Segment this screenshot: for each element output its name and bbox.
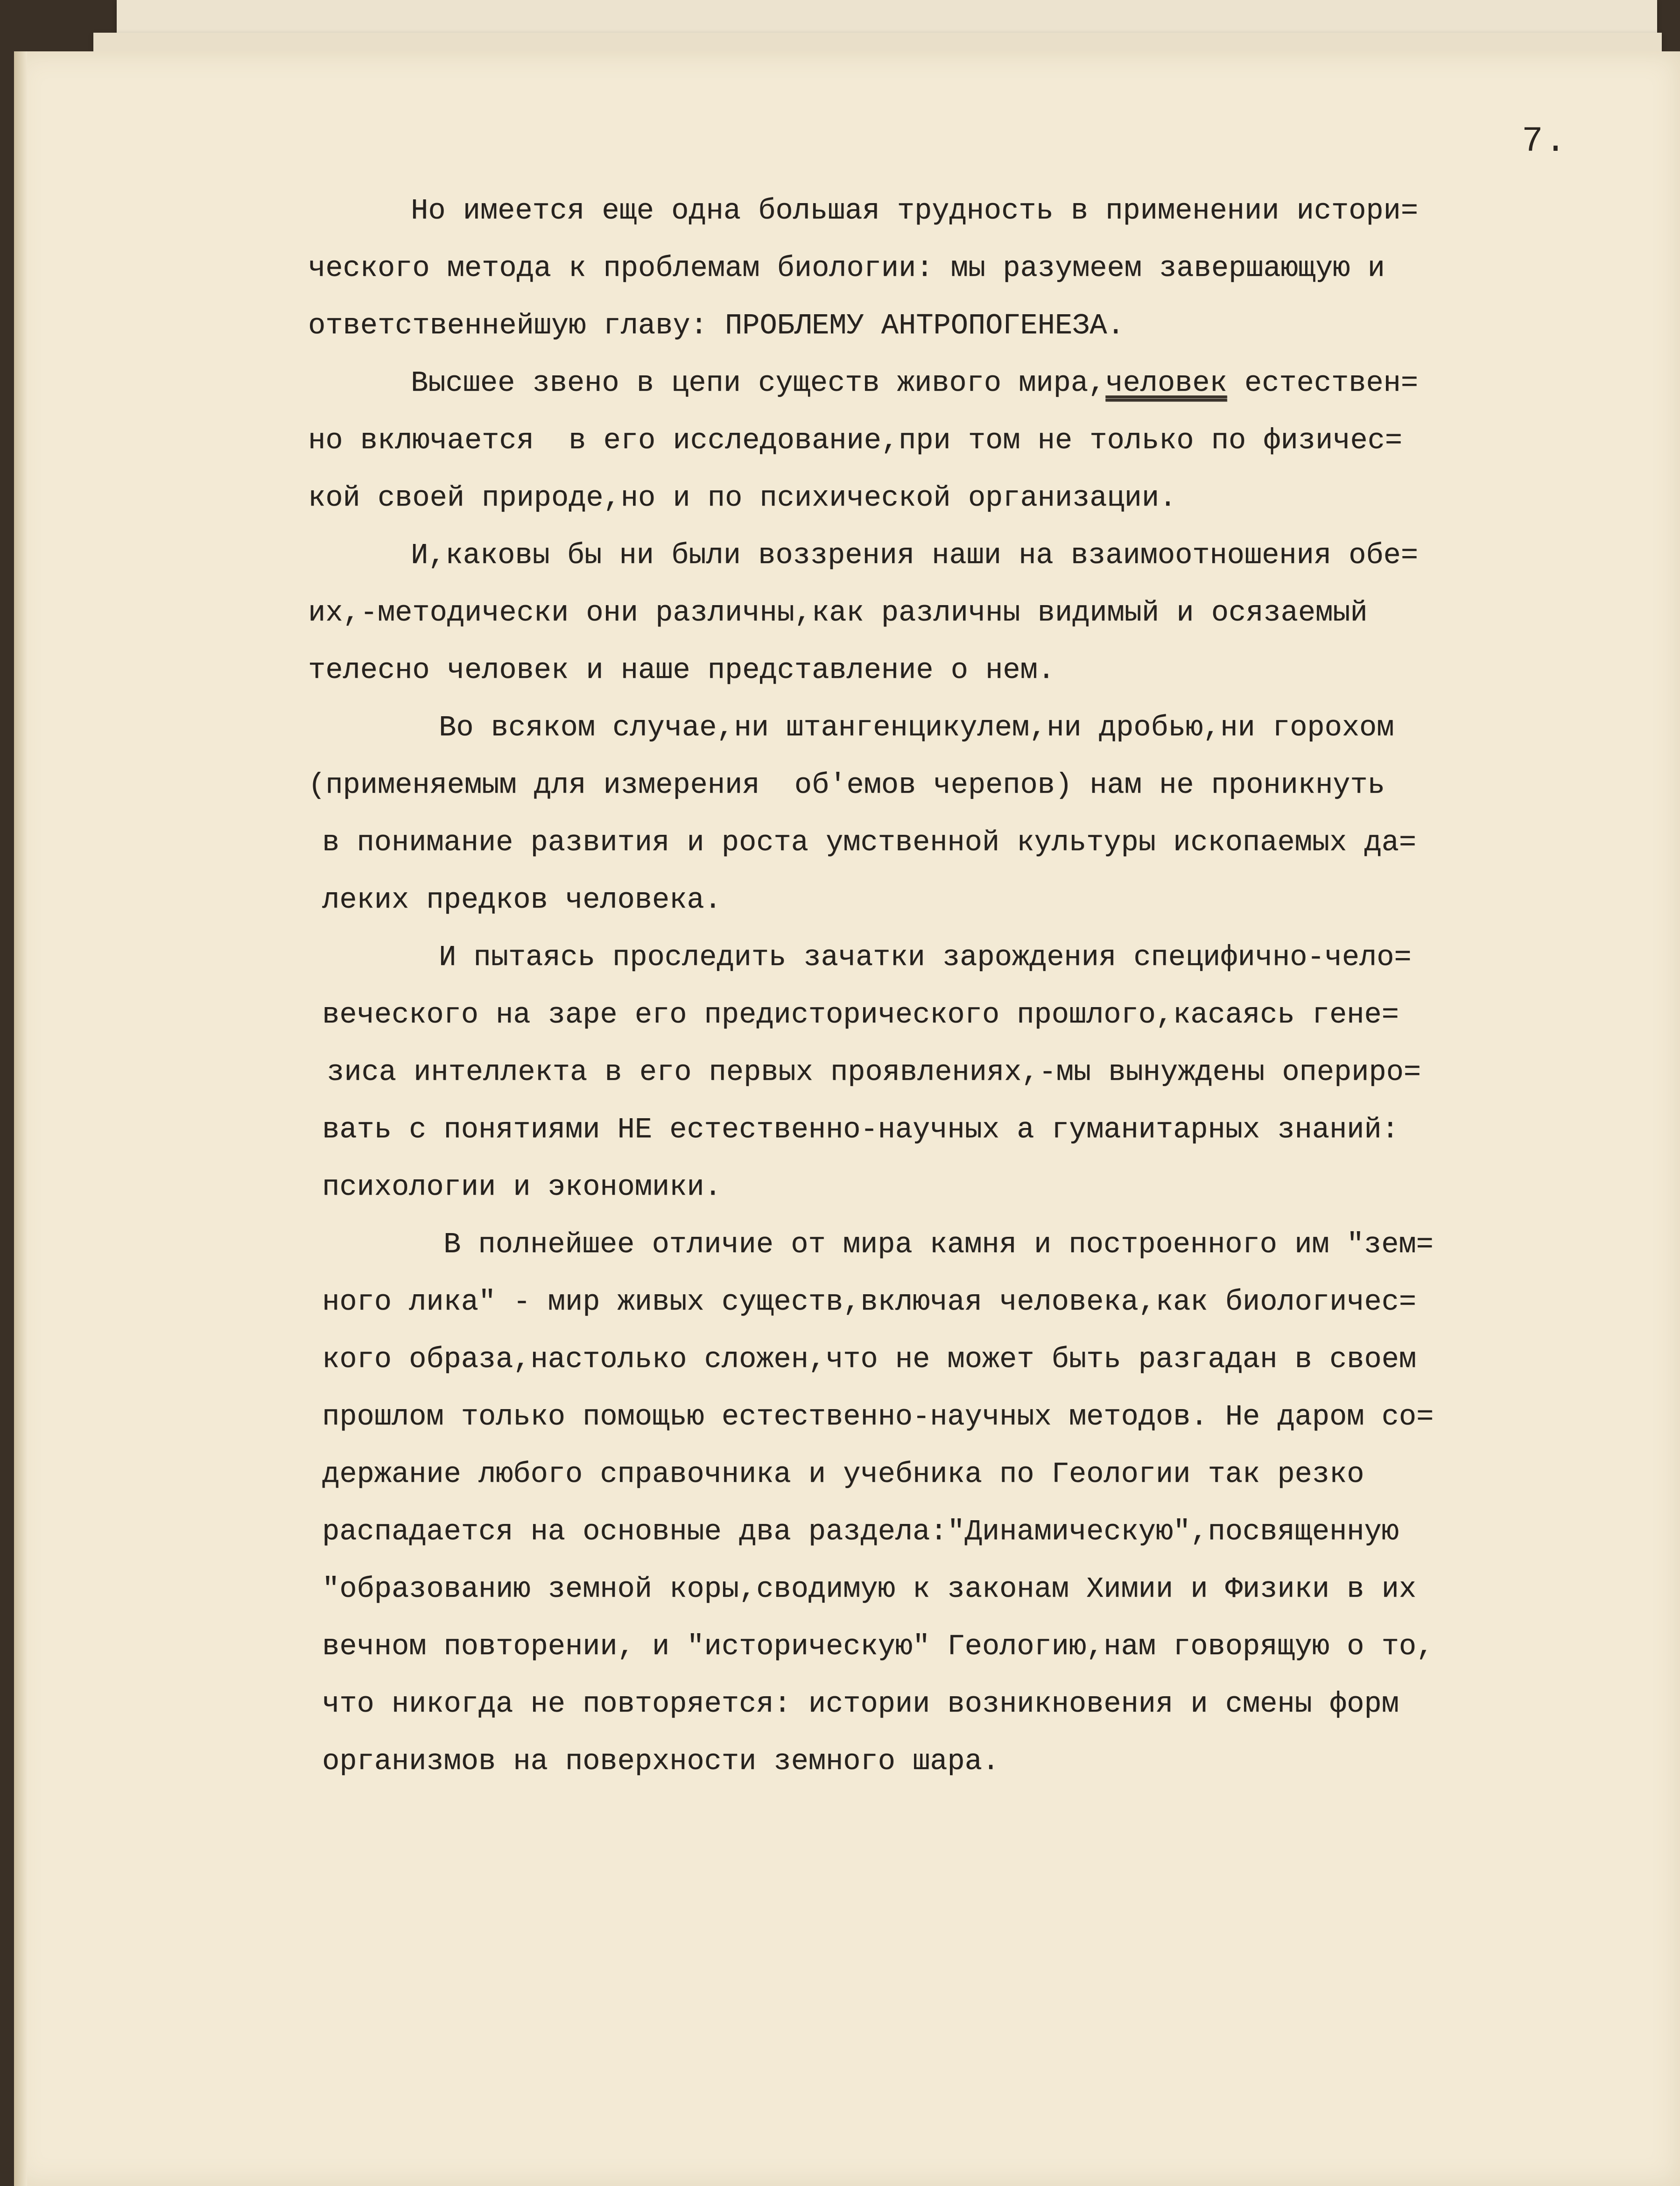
text-line-16: зиса интеллекта в его первых проявлениях,-мы вынуждены опериро= [327,1056,1421,1089]
typewritten-page [14,51,1680,2186]
text-line-23: держание любого справочника и учебника по Геологии так резко [322,1458,1364,1491]
text-line-20: ного лика" - мир живых существ,включая человека,как биологичес= [322,1285,1416,1319]
text-line-9: телесно человек и наше представление о нем. [308,654,1055,687]
text-line-8: их,-методически они различны,как различны видимый и осязаемый [308,596,1368,629]
text-line-21: кого образа,настолько сложен,что не может быть разгадан в своем [322,1343,1416,1376]
underlined-word: человек [1105,367,1227,400]
text-line-4 [308,354,1634,412]
text-line-22: прошлом только помощью естественно-научных методов. Не даром со= [322,1400,1434,1433]
body-text [308,182,1634,1790]
text-line-10: Во всяком случае,ни штангенцикулем,ни дробью,ни горохом [439,711,1394,744]
text-line-28: организмов на поверхности земного шара. [322,1745,1000,1778]
text-line-2: ческого метода к проблемам биологии: мы разумеем завершающую и [308,252,1385,285]
text-line-27: что никогда не повторяется: истории возникновения и смены форм [322,1687,1399,1721]
text-line-4-end: естествен= [1227,367,1418,400]
text-line-19: В полнейшее отличие от мира камня и построенного им "зем= [443,1228,1434,1261]
page-edge [14,51,27,2186]
text-line-5: но включается в его исследование,при том не только по физичес= [308,424,1402,457]
text-line-17: вать с понятиями НЕ естественно-научных а гуманитарных знаний: [322,1113,1399,1146]
text-line-15: веческого на заре его предисторического прошлого,касаясь гене= [322,998,1399,1031]
text-line-18: психологии и экономики. [322,1171,722,1204]
text-line-13: леких предков человека. [322,883,722,917]
text-line-26: вечном повторении, и "историческую" Геологию,нам говорящую о то, [322,1630,1434,1663]
text-line-4-start: Высшее звено в цепи существ живого мира, [411,367,1106,400]
page-number: 7. [1522,121,1568,162]
text-line-11: (применяемым для измерения об'емов черепов) нам не проникнуть [308,769,1385,802]
text-line-25: "образованию земной коры,сводимую к законам Химии и Физики в их [322,1573,1416,1606]
text-line-14: И пытаясь проследить зачатки зарождения специфично-чело= [439,941,1412,974]
text-line-12: в понимание развития и роста умственной культуры ископаемых да= [322,826,1416,859]
text-line-3: ответственнейшую главу: ПРОБЛЕМУ АНТРОПОГЕНЕЗА. [308,309,1125,342]
text-line-1: Но имеется еще одна большая трудность в применении истори= [411,194,1418,227]
text-line-6: кой своей природе,но и по психической организации. [308,481,1177,515]
text-line-7: И,каковы бы ни были воззрения наши на взаимоотношения обе= [411,539,1418,572]
text-line-24: распадается на основные два раздела:"Динамическую",посвященную [322,1515,1399,1548]
